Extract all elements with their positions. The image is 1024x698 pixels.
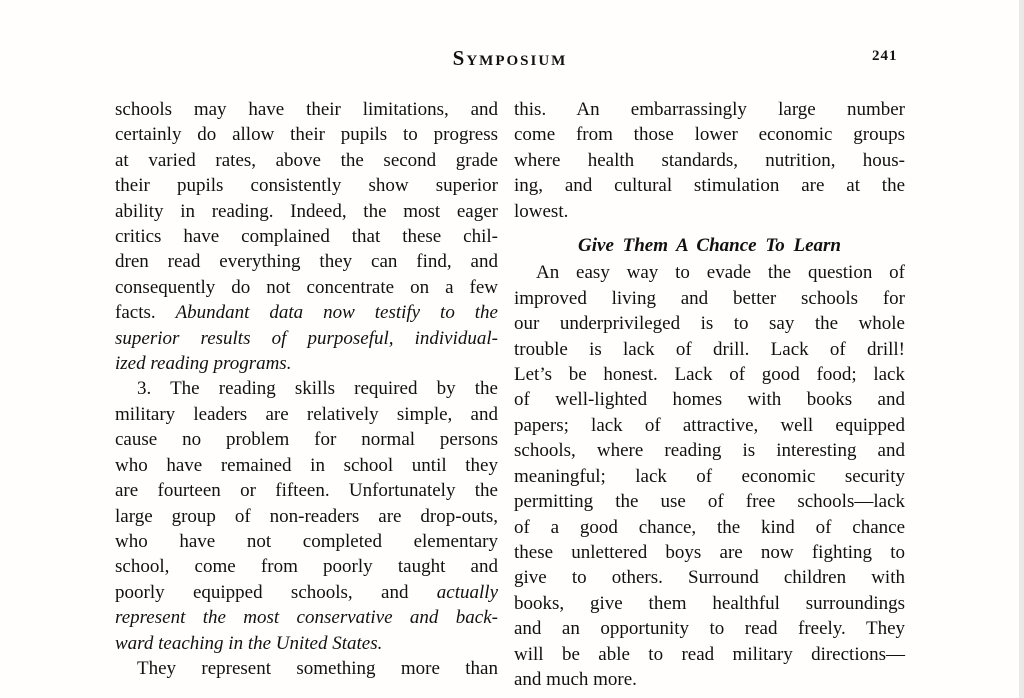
text-line bbox=[115, 199, 498, 224]
text-line bbox=[115, 504, 498, 529]
text-line bbox=[115, 402, 498, 427]
body-text: trouble is lack of drill. Lack of drill! bbox=[514, 338, 905, 360]
body-text: 3. The reading skills required by the bbox=[137, 378, 498, 400]
body-text: give to others. Surround children with bbox=[514, 567, 905, 589]
body-text: They represent something more than bbox=[137, 657, 498, 679]
body-text: come from those lower economic groups bbox=[514, 124, 905, 146]
body-text: schools, where reading is interesting and bbox=[514, 440, 905, 462]
text-line bbox=[115, 173, 498, 198]
body-text: meaningful; lack of economic security bbox=[514, 465, 905, 487]
body-text: at varied rates, above the second grade bbox=[115, 149, 498, 171]
body-text: these unlettered boys are now fighting to bbox=[514, 541, 905, 563]
scan-edge-shadow bbox=[1019, 0, 1024, 698]
section-heading: Give Them A Chance To Learn bbox=[578, 235, 841, 257]
text-line bbox=[514, 489, 905, 514]
text-line bbox=[115, 376, 498, 401]
text-line bbox=[115, 478, 498, 503]
body-text: and an opportunity to read freely. They bbox=[514, 618, 905, 640]
text-line bbox=[115, 631, 498, 656]
text-line bbox=[115, 529, 498, 554]
body-text: school, come from poorly taught and bbox=[115, 556, 498, 578]
body-text: who have not completed elementary bbox=[115, 530, 498, 552]
text-line bbox=[115, 656, 498, 681]
text-line bbox=[115, 249, 498, 274]
text-line bbox=[514, 464, 905, 489]
text-line bbox=[514, 387, 905, 412]
italic-text: superior results of purposeful, individual- bbox=[115, 327, 498, 349]
text-line bbox=[115, 580, 498, 605]
text-line bbox=[115, 122, 498, 147]
body-text: improved living and better schools for bbox=[514, 287, 905, 309]
text-line bbox=[514, 362, 905, 387]
body-text: certainly do allow their pupils to progress bbox=[115, 124, 498, 146]
left-column bbox=[115, 97, 498, 692]
body-text: this. An embarrassingly large number bbox=[514, 99, 905, 120]
body-text: Let’s be honest. Lack of good food; lack bbox=[514, 364, 905, 386]
italic-text: ized reading programs. bbox=[115, 353, 292, 375]
body-text: large group of non-readers are drop-outs, bbox=[115, 505, 498, 527]
text-line bbox=[514, 173, 905, 198]
italic-text: ward teaching in the United States. bbox=[115, 632, 383, 654]
text-line bbox=[115, 427, 498, 452]
page-number: 241 bbox=[872, 48, 898, 64]
body-text: papers; lack of attractive, well equipped bbox=[514, 414, 905, 436]
body-text: our underprivileged is to say the whole bbox=[514, 313, 905, 335]
text-line bbox=[514, 438, 905, 463]
text-line bbox=[115, 351, 498, 376]
body-text: An easy way to evade the question of bbox=[536, 262, 905, 284]
body-text: facts. bbox=[115, 302, 176, 324]
body-text: ability in reading. Indeed, the most eager bbox=[115, 200, 498, 222]
text-line bbox=[514, 286, 905, 311]
body-text: critics have complained that these chil- bbox=[115, 226, 498, 248]
text-line bbox=[115, 300, 498, 325]
text-line bbox=[115, 148, 498, 173]
body-text: permitting the use of free schools—lack bbox=[514, 491, 905, 513]
body-text: ing, and cultural stimulation are at the bbox=[514, 175, 905, 197]
text-line bbox=[514, 199, 905, 224]
body-text: cause no problem for normal persons bbox=[115, 429, 498, 451]
body-text: where health standards, nutrition, hous- bbox=[514, 149, 905, 171]
body-text: their pupils consistently show superior bbox=[115, 175, 498, 197]
right-column-top bbox=[514, 97, 905, 224]
body-text: and much more. bbox=[514, 668, 637, 690]
text-line bbox=[115, 326, 498, 351]
text-line bbox=[514, 311, 905, 336]
right-column-bottom bbox=[514, 260, 905, 692]
text-line bbox=[514, 122, 905, 147]
text-line bbox=[115, 453, 498, 478]
body-text: of a good chance, the kind of chance bbox=[514, 516, 905, 538]
text-line bbox=[514, 642, 905, 667]
text-line bbox=[514, 337, 905, 362]
text-line bbox=[514, 565, 905, 590]
text-line bbox=[514, 148, 905, 173]
text-line bbox=[115, 554, 498, 579]
text-line bbox=[514, 591, 905, 616]
text-line bbox=[514, 616, 905, 641]
italic-text: represent the most conservative and back- bbox=[115, 607, 498, 629]
body-text: books, give them healthful surroundings bbox=[514, 592, 905, 614]
italic-text: actually bbox=[436, 581, 498, 603]
text-columns bbox=[115, 97, 905, 692]
body-text: are fourteen or fifteen. Unfortunately the bbox=[115, 480, 498, 502]
body-text: military leaders are relatively simple, and bbox=[115, 403, 498, 425]
text-line bbox=[115, 224, 498, 249]
text-line bbox=[514, 540, 905, 565]
text-line bbox=[115, 97, 498, 122]
body-text: of well-lighted homes with books and bbox=[514, 389, 905, 411]
text-line bbox=[514, 260, 905, 285]
text-line bbox=[514, 667, 905, 692]
italic-text: Abundant data now testify to the bbox=[175, 302, 498, 324]
body-text: will be able to read military directions— bbox=[514, 643, 905, 665]
text-line bbox=[514, 515, 905, 540]
running-head-title: Symposium bbox=[452, 46, 568, 70]
body-text: dren read everything they can find, and bbox=[115, 251, 498, 273]
body-text: schools may have their limitations, and bbox=[115, 99, 498, 120]
body-text: lowest. bbox=[514, 200, 569, 222]
text-line bbox=[514, 413, 905, 438]
text-line bbox=[514, 97, 905, 122]
text-line bbox=[115, 605, 498, 630]
text-line bbox=[115, 275, 498, 300]
right-column bbox=[514, 97, 905, 692]
body-text: who have remained in school until they bbox=[115, 454, 498, 476]
body-text: poorly equipped schools, and bbox=[115, 581, 437, 603]
body-text: consequently do not concentrate on a few bbox=[115, 276, 498, 298]
